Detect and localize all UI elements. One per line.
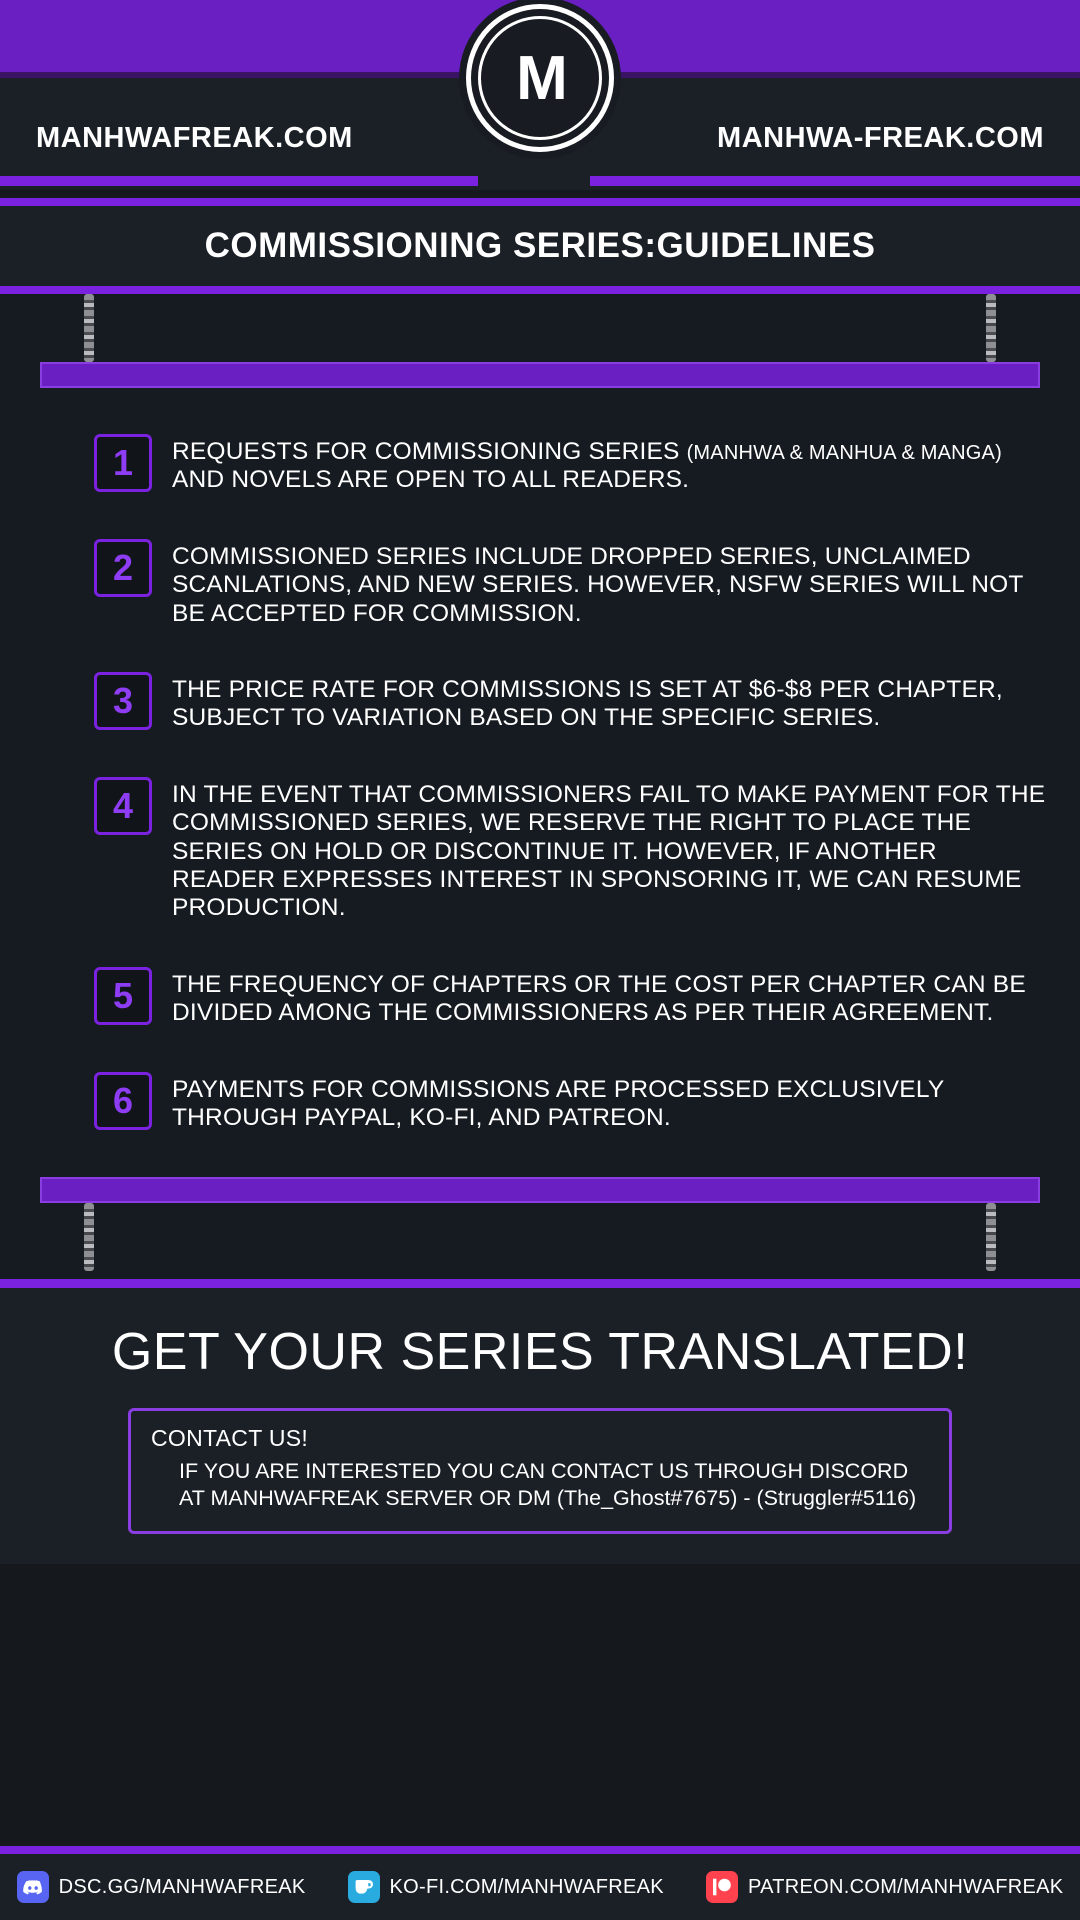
list-item — [94, 967, 1046, 1028]
chain-link-left-icon — [84, 1203, 94, 1271]
logo — [466, 4, 614, 152]
social-link-discord[interactable] — [17, 1871, 306, 1903]
contact-title: CONTACT US! — [151, 1424, 309, 1451]
site-header — [0, 0, 1080, 190]
rule-text: COMMISSIONED SERIES INCLUDE DROPPED SERIES, UNCLAIMED SCANLATIONS, AND NEW SERIES. HOWEVER, NSFW SERIES WILL NOT BE ACCEPTED FOR COMMISSION. — [172, 542, 1024, 627]
rule-text-part: AND NOVELS ARE OPEN TO ALL READERS. — [172, 466, 690, 494]
discord-icon — [17, 1871, 49, 1903]
rule-text-part-small: (MANHWA & MANHUA & MANGA) — [686, 442, 1002, 464]
rule-number: 3 — [94, 672, 152, 730]
header-underline-left — [0, 176, 478, 186]
social-label: PATREON.COM/MANHWAFREAK — [747, 1875, 1064, 1898]
rule-text: THE FREQUENCY OF CHAPTERS OR THE COST PER CHAPTER CAN BE DIVIDED AMONG THE COMMISSIONERS AS PER THEIR AGREEMENT. — [172, 970, 1026, 1027]
divider-bar-bottom — [40, 1177, 1040, 1203]
rule-number: 1 — [94, 434, 152, 492]
rule-number: 4 — [94, 777, 152, 835]
contact-line-1: IF YOU ARE INTERESTED YOU CAN CONTACT US THROUGH DISCORD — [179, 1458, 909, 1483]
list-item — [94, 672, 1046, 733]
chain-link-right-icon — [986, 1203, 996, 1271]
list-item — [94, 1072, 1046, 1133]
contact-line-2: AT MANHWAFREAK SERVER OR DM (The_Ghost#7675) - (Struggler#5116) — [179, 1486, 917, 1511]
rule-number: 5 — [94, 967, 152, 1025]
divider-bottom-wrap — [0, 1177, 1080, 1269]
promo-headline: GET YOUR SERIES TRANSLATED! — [111, 1322, 969, 1381]
logo-ring — [478, 16, 602, 140]
chain-link-left-icon — [84, 294, 94, 362]
patreon-icon — [706, 1871, 738, 1903]
guidelines-body — [0, 294, 1080, 1279]
social-link-patreon[interactable] — [706, 1871, 1063, 1903]
chains-top — [0, 294, 1080, 362]
page-title-main: COMMISSIONING SERIES — [204, 226, 645, 265]
list-item — [94, 434, 1046, 495]
page-title — [205, 226, 876, 266]
list-item — [94, 777, 1046, 923]
kofi-icon — [348, 1871, 380, 1903]
site-name-left[interactable]: MANHWAFREAK.COM — [36, 122, 353, 154]
rule-number: 2 — [94, 539, 152, 597]
promo-section — [0, 1279, 1080, 1565]
social-label: DSC.GG/MANHWAFREAK — [58, 1875, 306, 1898]
social-bar — [0, 1846, 1080, 1920]
chains-bottom — [0, 1203, 1080, 1269]
contact-details — [151, 1458, 929, 1514]
social-label: KO-FI.COM/MANHWAFREAK — [389, 1875, 664, 1898]
page-title-band — [0, 198, 1080, 294]
page-title-sub: GUIDELINES — [656, 226, 876, 265]
rule-text: THE PRICE RATE FOR COMMISSIONS IS SET AT $6-$8 PER CHAPTER, SUBJECT TO VARIATION BASED ON THE SPECIFIC SERIES. — [172, 676, 1003, 732]
rule-number: 6 — [94, 1072, 152, 1130]
rule-text: IN THE EVENT THAT COMMISSIONERS FAIL TO MAKE PAYMENT FOR THE COMMISSIONED SERIES, WE RESERVE THE RIGHT TO PLACE THE SERIES ON HOLD OR DISCONTINUE IT. HOWEVER, IF ANOTHER READER EXPRESSES INTEREST IN SPONSORING IT, WE CAN RESUME PRODUCTION. — [172, 780, 1046, 922]
site-name-right[interactable]: MANHWA-FREAK.COM — [717, 122, 1044, 154]
contact-box — [128, 1408, 952, 1535]
page-title-separator: : — [644, 226, 657, 265]
social-link-kofi[interactable] — [348, 1871, 664, 1903]
list-item — [94, 539, 1046, 628]
rule-text-part: REQUESTS FOR COMMISSIONING SERIES — [172, 438, 687, 465]
divider-bar-top — [40, 362, 1040, 388]
rules-list — [0, 434, 1080, 1133]
logo-monogram-icon: M — [516, 43, 560, 113]
rule-text — [172, 434, 1046, 495]
chain-link-right-icon — [986, 294, 996, 362]
rule-text: PAYMENTS FOR COMMISSIONS ARE PROCESSED EXCLUSIVELY THROUGH PAYPAL, KO-FI, AND PATREON. — [172, 1075, 944, 1132]
header-underline-right — [590, 176, 1080, 186]
